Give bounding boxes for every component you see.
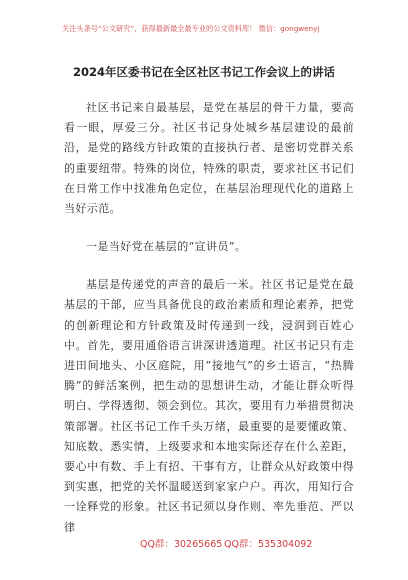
paragraph-spacer	[64, 219, 354, 237]
header-banner: 关注头条号“公文研究”，获得最新最全最专业的公文资料库！ 微信：gongwenyj	[62, 24, 320, 33]
footer-qq-group-1: QQ群：30265665	[140, 539, 223, 550]
section-heading: 一是当好党在基层的“宣讲员”。	[86, 240, 247, 254]
document-title: 2024年区委书记在全区社区书记工作会议上的讲话	[72, 65, 335, 79]
paragraph-spacer	[64, 257, 354, 275]
paragraph-body: 基层是传递党的声音的最后一米。社区书记是党在最基层的干部，应当具备优良的政治素质和理论素养，把党的创新理论和方针政策及时传递到一线，浸润到百姓心中。首先，要用通俗语言讲深讲透道理。社区书记只有走进田间地头、小区庭院，用“接地气”的乡土语言，“热腾腾”的鲜活案例，把生动的思想讲生动，才能让群众听得明白、学得透彻、领会到位。其次，要用有力举措贯彻决策部署。社区书记工作千头万绪，最重要的是要懂政策、知底数、悉实情，上级要求和本地实际还存在什么差距，要心中有数、手上有招、干事有方，让群众从好政策中得到实惠，把党的关怀温暖送到家家户户。再次，用知行合一诠释党的形象。社区书记须以身作则、率先垂范、严以律	[64, 278, 354, 534]
footer-qq-group-2: QQ群：535304092	[224, 539, 313, 550]
paragraph-intro: 社区书记来自最基层，是党在基层的骨干力量，要高看一眼，厚爱三分。社区书记身处城乡基层建设的最前沿，是党的路线方针政策的直接执行者、是密切党群关系的重要纽带。特殊的岗位，特殊的职责，要求社区书记们在日常工作中找准角色定位，在基层治理现代化的道路上当好示范。	[64, 101, 354, 216]
document-body	[64, 98, 354, 538]
